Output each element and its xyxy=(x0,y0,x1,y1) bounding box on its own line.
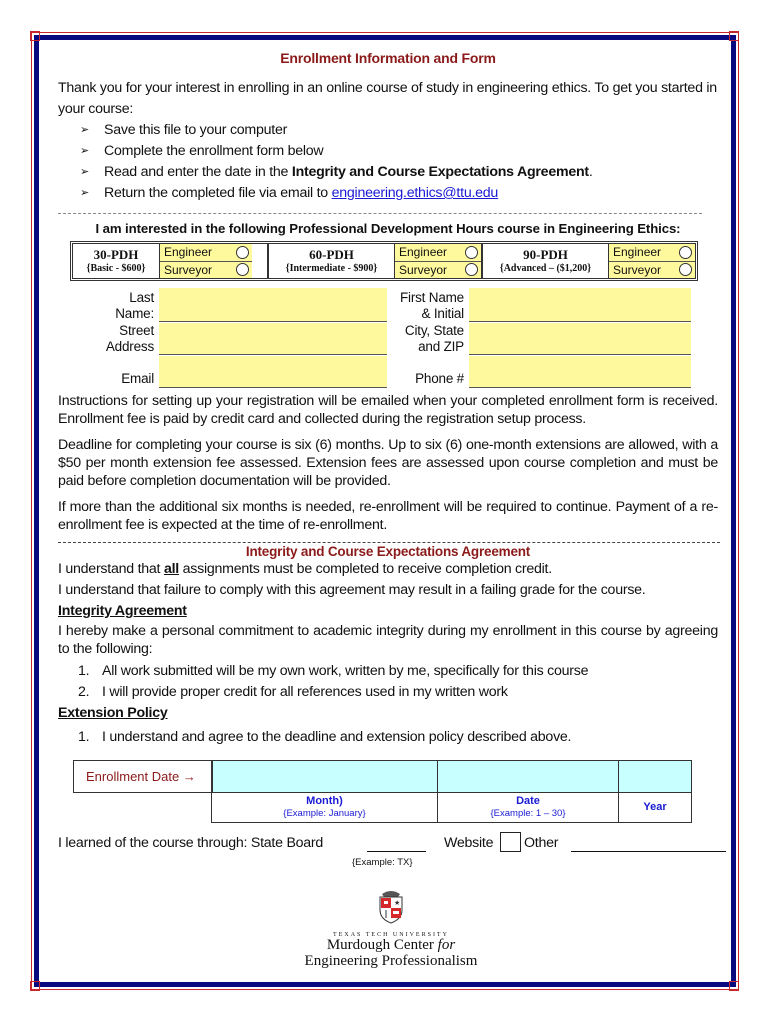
option-30-engineer[interactable]: Engineer xyxy=(160,244,252,262)
pdh-course-30: 30-PDH {Basic - $600} Engineer Surveyor xyxy=(73,244,269,278)
enrollment-form xyxy=(58,288,718,388)
phone-input[interactable] xyxy=(469,356,691,388)
pdh-course-table xyxy=(70,241,698,281)
border-corner xyxy=(729,31,739,41)
step-item: ➢ Read and enter the date in the Integrity and Course Expectations Agreement. xyxy=(80,162,718,183)
street-address-input[interactable] xyxy=(159,323,387,355)
border-corner xyxy=(30,981,40,991)
ttu-shield-icon xyxy=(377,888,405,924)
center-name-line-2: Engineering Professionalism xyxy=(304,953,478,969)
svg-text:★: ★ xyxy=(394,899,401,907)
arrow-bullet-icon: ➢ xyxy=(80,145,89,157)
month-header: Month) {Example: January} xyxy=(212,793,438,823)
option-60-surveyor[interactable]: Surveyor xyxy=(395,262,481,279)
date-header: Date {Example: 1 – 30} xyxy=(438,793,619,823)
option-60-engineer[interactable]: Engineer xyxy=(395,244,481,262)
arrow-bullet-icon: ➢ xyxy=(80,166,89,178)
border-corner xyxy=(30,31,40,41)
university-name: TEXAS TECH UNIVERSITY xyxy=(333,932,449,938)
list-item: 2. I will provide proper credit for all references used in my written work xyxy=(78,684,508,700)
extension-items xyxy=(78,727,718,748)
steps-list xyxy=(80,120,718,204)
website-checkbox[interactable] xyxy=(500,832,521,852)
list-item: 1. All work submitted will be my own work, written by me, specifically for this course xyxy=(78,663,589,679)
other-label: Other xyxy=(524,835,559,851)
document-content xyxy=(58,46,718,875)
radio-button[interactable] xyxy=(679,263,692,276)
referral-prefix: I learned of the course through: State Board xyxy=(58,835,324,851)
step-item: ➢ Return the completed file via email to engineering.ethics@ttu.edu xyxy=(80,183,718,204)
agreement-line-2: I understand that failure to comply with this agreement may result in a failing grade for the course. xyxy=(58,582,646,598)
integrity-items xyxy=(78,661,718,703)
center-name-line-1: Murdough Center for xyxy=(326,937,456,953)
radio-button[interactable] xyxy=(236,263,249,276)
arrow-bullet-icon: ➢ xyxy=(80,124,89,136)
option-30-surveyor[interactable]: Surveyor xyxy=(160,262,252,279)
state-example: {Example: TX} xyxy=(352,857,413,868)
border-corner xyxy=(729,981,739,991)
enrollment-date-table xyxy=(73,760,692,823)
murdough-center-logo xyxy=(291,888,491,969)
year-input[interactable] xyxy=(619,761,692,793)
radio-button[interactable] xyxy=(679,246,692,259)
divider xyxy=(58,213,702,214)
agreement-title: Integrity and Course Expectations Agreement xyxy=(245,544,531,559)
extension-heading: Extension Policy xyxy=(58,705,168,721)
enrollment-date-label: Enrollment Date → xyxy=(74,761,212,793)
email-input[interactable] xyxy=(159,356,387,388)
street-address-label: Street Address xyxy=(105,323,154,354)
radio-button[interactable] xyxy=(236,246,249,259)
state-board-input[interactable] xyxy=(367,835,426,852)
month-input[interactable] xyxy=(212,761,438,793)
agreement-line-1: I understand that all assignments must be completed to receive completion credit. xyxy=(58,561,552,577)
intro-text: Thank you for your interest in enrolling in an online course of study in engineering ethics. To get you started in your course: xyxy=(58,80,717,117)
step-item: ➢ Complete the enrollment form below xyxy=(80,141,718,162)
pdh-heading: I am interested in the following Professional Development Hours course in Engineering Ethics: xyxy=(95,221,681,236)
deadline-info: Deadline for completing your course is six (6) months. Up to six (6) one-month extensions are allowed, with a $50 per month extension fee assessed. Extension fees are assessed upon course completion and must be paid before completion documentation will be provided. xyxy=(58,437,718,489)
integrity-heading: Integrity Agreement xyxy=(58,603,187,619)
registration-instructions: Instructions for setting up your registration will be emailed when your completed enrollment form is received. Enrollment fee is paid by credit card and collected during the registration setup process. xyxy=(58,393,718,427)
other-input[interactable] xyxy=(571,835,726,852)
year-header: Year xyxy=(619,793,692,823)
page-title: Enrollment Information and Form xyxy=(280,50,496,66)
website-label: Website xyxy=(444,835,494,851)
referral-source xyxy=(58,835,718,875)
first-name-input[interactable] xyxy=(469,288,691,322)
email-link[interactable]: engineering.ethics@ttu.edu xyxy=(331,185,499,201)
phone-label: Phone # xyxy=(415,371,464,386)
first-name-label: First Name & Initial xyxy=(399,290,464,321)
arrow-bullet-icon: ➢ xyxy=(80,187,89,199)
last-name-label: Last Name: xyxy=(115,290,154,321)
radio-button[interactable] xyxy=(465,263,478,276)
list-item: 1. I understand and agree to the deadline and extension policy described above. xyxy=(78,729,572,745)
divider xyxy=(58,542,720,543)
city-state-zip-label: City, State and ZIP xyxy=(404,323,464,354)
date-input[interactable] xyxy=(438,761,619,793)
option-90-surveyor[interactable]: Surveyor xyxy=(609,262,695,279)
pdh-course-90: 90-PDH {Advanced – ($1,200} Engineer Surveyor xyxy=(483,244,695,278)
reenrollment-info: If more than the additional six months is needed, re-enrollment will be required to continue. Payment of a re-enrollment fee is expected at the time of re-enrollment. xyxy=(58,499,718,533)
integrity-text: I hereby make a personal commitment to academic integrity during my enrollment in this course by agreeing to the following: xyxy=(58,623,718,657)
pdh-course-60: 60-PDH {Intermediate - $900} Engineer Surveyor xyxy=(269,244,483,278)
city-state-zip-input[interactable] xyxy=(469,323,691,355)
option-90-engineer[interactable]: Engineer xyxy=(609,244,695,262)
radio-button[interactable] xyxy=(465,246,478,259)
last-name-input[interactable] xyxy=(159,288,387,322)
email-label: Email xyxy=(121,371,154,386)
agreement-reference: Integrity and Course Expectations Agreement xyxy=(291,164,589,180)
step-item: ➢ Save this file to your computer xyxy=(80,120,718,141)
